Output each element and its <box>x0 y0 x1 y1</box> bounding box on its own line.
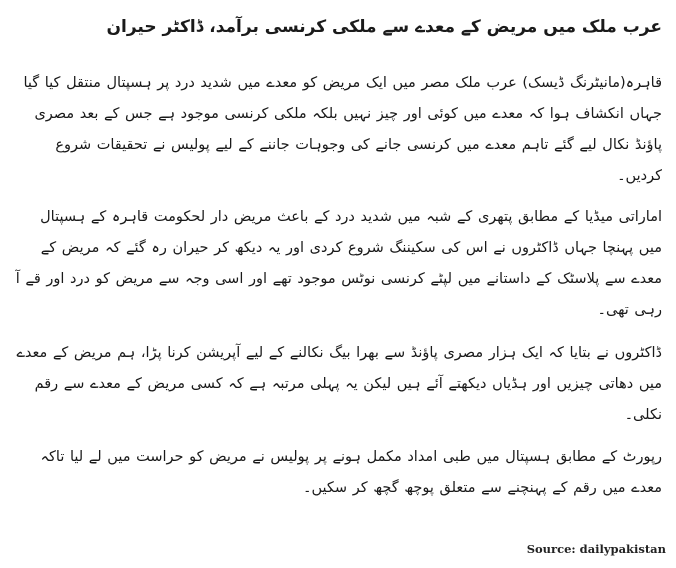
article-paragraph-3: ڈاکٹروں نے بتایا کہ ایک ہزار مصری پاؤنڈ سے بھرا بیگ نکالنے کے لیے آپریشن کرنا پڑا، ہم مریض کے معدے میں دھاتی چیزیں اور ہڈیاں دیکھتے آئے ہیں لیکن یہ پہلی مرتبہ ہے کہ کسی مریض کے معدے سے رقم نکلی۔ <box>16 345 662 423</box>
article-paragraph-1: قاہرہ(مانیٹرنگ ڈیسک) عرب ملک مصر میں ایک مریض کو معدے میں شدید درد پر ہسپتال منتقل کیا گیا جہاں انکشاف ہوا کہ معدے میں کوئی اور چیز نہیں بلکہ ملکی کرنسی موجود ہے جس کے بعد مصری پاؤنڈ نکال لیے گئے تاہم معدے میں کرنسی جانے کی وجوہات جاننے کے لیے پولیس نے تحقیقات شروع کردیں۔ <box>23 75 662 184</box>
article-title: عرب ملک میں مریض کے معدے سے ملکی کرنسی برآمد، ڈاکٹر حیران <box>106 17 662 37</box>
article-paragraph-4: رپورٹ کے مطابق ہسپتال میں طبی امداد مکمل ہونے پر پولیس نے مریض کو حراست میں لے لیا تاکہ معدے میں رقم کے پہنچنے سے متعلق پوچھ گچھ کر سکیں۔ <box>40 449 662 496</box>
source-credit: Source: dailypakistan <box>526 542 666 556</box>
article-paragraph-2: اماراتی میڈیا کے مطابق پتھری کے شبہ میں شدید درد کے باعث مریض دار لحکومت قاہرہ کے ہسپتال میں پہنچا جہاں ڈاکٹروں نے اس کی سکیننگ شروع کردی اور یہ دیکھ کر حیران رہ گئے کہ مریض کے معدے سے پلاسٹک کے داستانے میں لپٹے کرنسی نوٹس موجود تھے اور اسی وجہ سے مریض کو درد اور قے آ رہی تھی۔ <box>15 209 662 318</box>
